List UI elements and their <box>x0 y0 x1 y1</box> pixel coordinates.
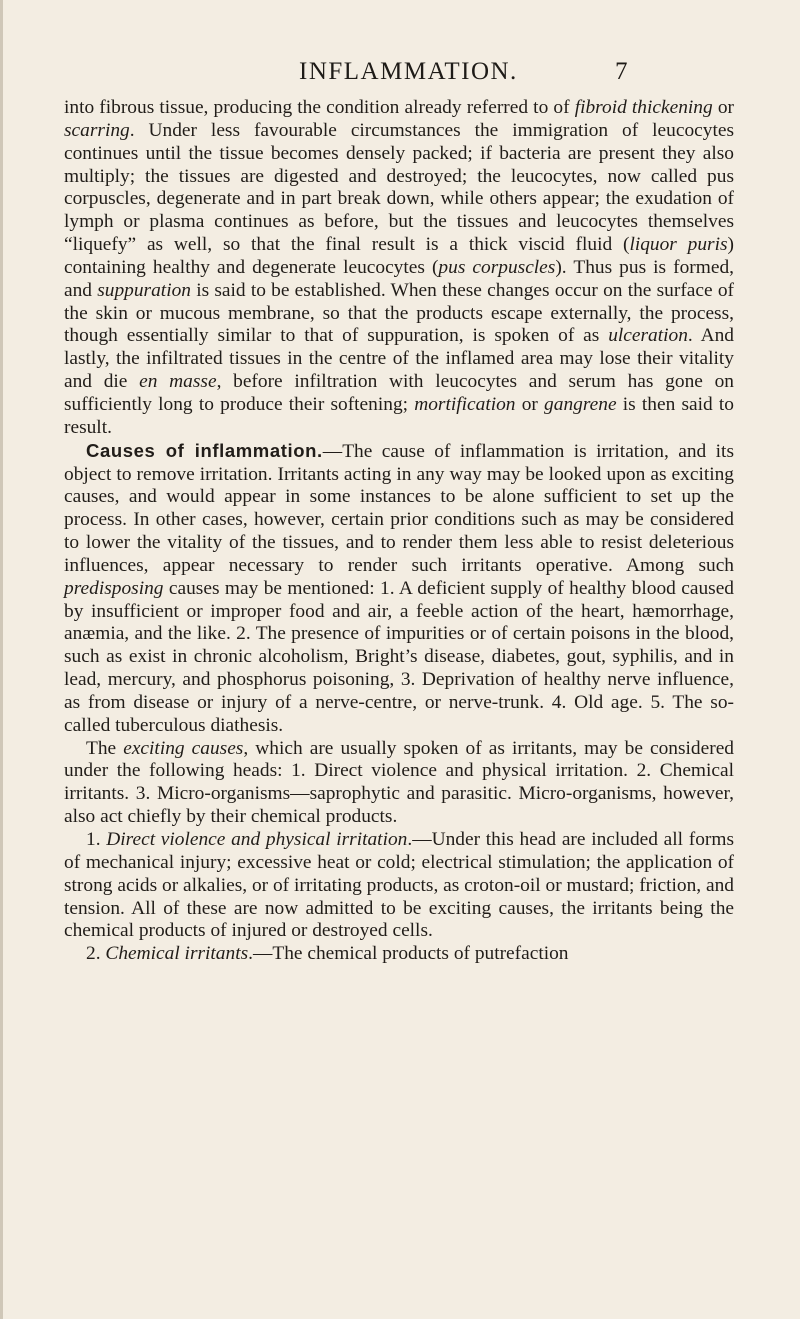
section-heading: Causes of inflammation. <box>86 439 323 461</box>
italic-term: Chemical irritants <box>105 943 249 965</box>
italic-term: pus corpuscles <box>438 256 556 278</box>
text-run: ). Thus pus is formed, and <box>64 256 734 301</box>
page-number: 7 <box>615 58 628 85</box>
body-text <box>64 97 734 966</box>
italic-term: Direct violence and physical irritation <box>106 829 408 850</box>
italic-term: predisposing <box>64 577 164 599</box>
paragraph-suppuration <box>64 97 734 440</box>
italic-term: en masse <box>139 371 217 393</box>
italic-term: fibroid thickening <box>574 97 713 118</box>
paragraph-exciting-causes <box>64 738 734 829</box>
text-run: , which are usually spoken of as irritants, may be considered under the following heads: 1. Direct violence and physical irritation. 2. Chemical irritants. 3. Micro-organisms—saprophytic and parasitic. Micro-organisms, however, also act chiefly by their chemical products. <box>64 737 734 828</box>
text-run: is said to be established. When these changes occur on the surface of the skin or mucous membrane, so that the products escape externally, the process, though essentially similar to that of suppuration, is spoken of as <box>64 279 734 347</box>
text-run: . Under less favourable circumstances the immigration of leucocytes continues until the tissue becomes densely packed; if bacteria are present they also multiply; the tissues are digested and destroyed; the leucocytes, now called pus corpuscles, degenerate and in part break down, while others appear; the exudation of lymph or plasma continues as before, but the tissues and leucocytes themselves “liquefy” as well, so that the final result is a thick viscid fluid ( <box>64 119 734 256</box>
italic-term: mortification <box>414 393 516 415</box>
paragraph-causes-of-inflammation <box>64 440 734 738</box>
text-run: or <box>515 393 545 415</box>
text-run: into fibrous tissue, producing the condition already referred to of <box>64 97 575 118</box>
italic-term: scarring <box>64 119 130 141</box>
italic-term: gangrene <box>544 393 617 415</box>
running-head <box>3 58 800 88</box>
text-run: or <box>712 97 734 118</box>
italic-term: suppuration <box>97 279 191 301</box>
text-run: ) containing healthy and degenerate leucocytes ( <box>64 234 734 278</box>
italic-term: liquor puris <box>629 234 728 256</box>
text-run: causes may be mentioned: 1. A deficient supply of healthy blood caused by insufficient or improper food and air, a feeble action of the heart, hæmorrhage, anæmia, and the like. 2. The presence of impurities or of certain poisons in the blood, such as exist in chronic alcoholism, Bright’s disease, diabetes, gout, syphilis, and in lead, mercury, and phosphorus poisoning, 3. Deprivation of healthy nerve influence, as from disease or injury of a nerve-centre, or nerve-trunk. 4. Old age. 5. The so-called tuberculous diathesis. <box>64 577 734 736</box>
text-run: 1. <box>86 829 107 850</box>
text-run: 2. <box>86 943 106 965</box>
text-run: , before infiltration with leucocytes and serum has gone on sufficiently long to produce their softening; <box>64 371 734 415</box>
italic-term: exciting causes <box>123 737 244 759</box>
italic-term: ulceration <box>608 325 688 347</box>
paragraph-chemical-irritants <box>64 943 734 966</box>
text-run: is then said to result. <box>64 393 734 438</box>
paragraph-direct-violence <box>64 829 734 943</box>
text-run: .—Under this head are included all forms of mechanical injury; excessive heat or cold; electrical stimulation; the application of strong acids or alkalies, or of irritating products, as croton-oil or mustard; friction, and tension. All of these are now admitted to be exciting causes, the irritants being the chemical products of injured or destroyed cells. <box>64 829 735 942</box>
text-run: —The cause of inflammation is irritation, and its object to remove irritation. Irritants acting in any way may be looked upon as exciting causes, and would appear in some instances to be alone sufficient to set up the process. In other cases, however, certain prior conditions such as may be considered to lower the vitality of the tissues, and to render them less able to resist deleterious influences, appear necessary to render such irritants operative. Among such <box>64 440 734 576</box>
text-run: The <box>86 737 124 759</box>
chapter-title: INFLAMMATION. <box>299 58 518 85</box>
text-run: .—The chemical products of putrefaction <box>248 943 569 965</box>
text-run: . And lastly, the infiltrated tissues in the centre of the inflamed area may lose their vitality and die <box>64 325 734 393</box>
